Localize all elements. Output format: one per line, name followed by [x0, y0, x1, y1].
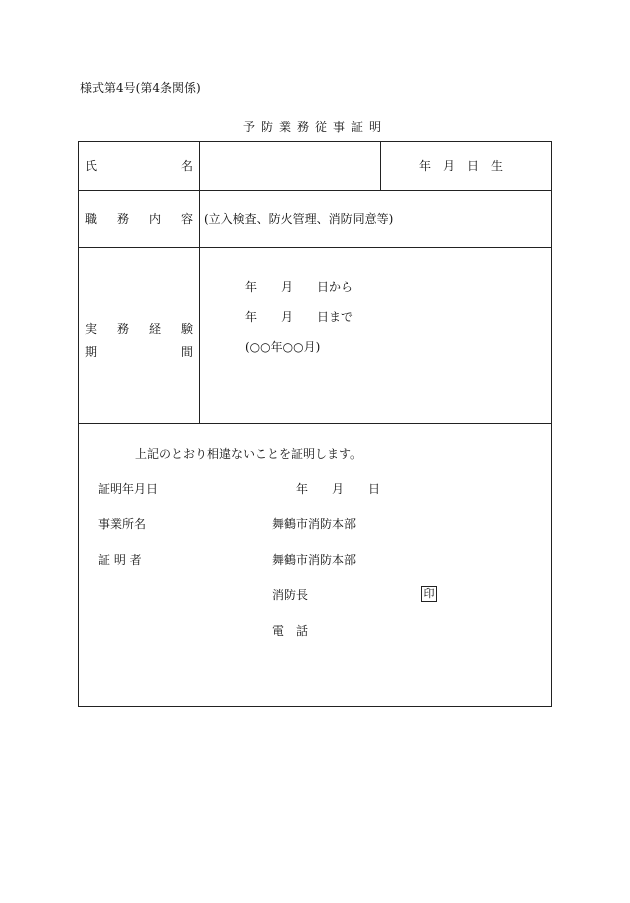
name-label: [85, 159, 193, 173]
row-divider-name: [79, 190, 551, 191]
row-divider-duty: [79, 247, 551, 248]
office-name-value: 舞鶴市消防本部: [272, 517, 357, 531]
certifier-label: 証 明 者: [98, 553, 142, 567]
certification-date-label: 証明年月日: [98, 482, 159, 496]
certifier-title: 消防長: [272, 588, 309, 602]
row-divider-experience: [79, 423, 551, 424]
phone-label: 電 話: [272, 624, 309, 638]
experience-label-char: 務: [116, 322, 129, 336]
experience-label-char: 実: [85, 322, 98, 336]
experience-label-char: 験: [180, 322, 193, 336]
duty-label-char: 容: [180, 212, 193, 226]
experience-duration: (○○年○○月): [245, 340, 321, 354]
birth-date-label: 年 月 日 生: [419, 159, 504, 173]
certification-date-value: 年 月 日: [296, 482, 381, 496]
duty-label-char: 内: [148, 212, 161, 226]
duty-label-char: 務: [116, 212, 129, 226]
experience-label-char: 間: [180, 345, 193, 359]
duty-label: [85, 212, 193, 226]
name-label-char: 名: [180, 159, 193, 173]
certifier-organization: 舞鶴市消防本部: [272, 553, 357, 567]
experience-label-line1: [85, 322, 193, 336]
duty-label-char: 職: [85, 212, 98, 226]
certification-statement: 上記のとおり相違ないことを証明します。: [135, 447, 363, 461]
name-label-char: 氏: [85, 159, 98, 173]
name-field[interactable]: [200, 142, 380, 189]
experience-to-line: 年 月 日まで: [245, 310, 354, 324]
experience-from-line: 年 月 日から: [245, 280, 354, 294]
office-name-label: 事業所名: [98, 517, 147, 531]
experience-label-char: 経: [148, 322, 161, 336]
seal-mark: 印: [421, 586, 437, 602]
certificate-form: [78, 141, 552, 707]
experience-label-char: 期: [85, 345, 98, 359]
duty-content: (立入検査、防火管理、消防同意等): [204, 212, 394, 226]
experience-label-line2: [85, 345, 193, 359]
document-title: 予防業務従事証明: [242, 120, 387, 134]
form-number: 様式第4号(第4条関係): [80, 81, 201, 95]
